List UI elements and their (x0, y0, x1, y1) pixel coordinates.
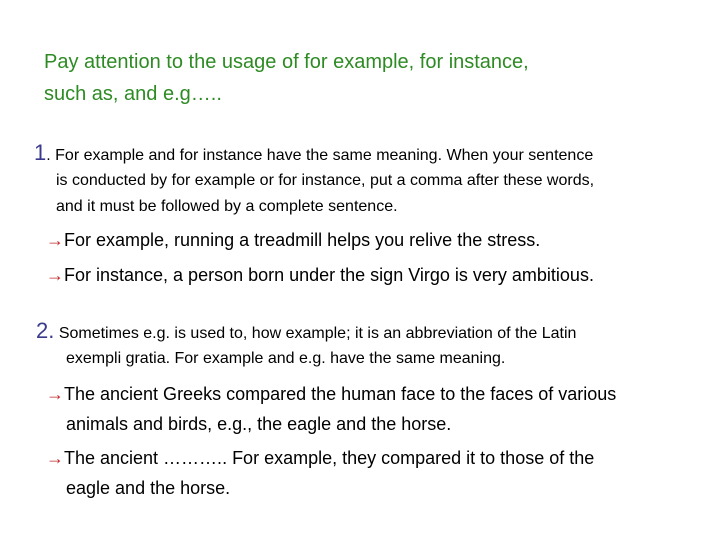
example-3-line-1 (46, 384, 616, 405)
point-1-text-line-3: and it must be followed by a complete sentence. (56, 198, 398, 215)
slide-heading-line-1: Pay attention to the usage of for example, for instance, (44, 51, 529, 73)
arrow-right-icon: → (46, 265, 64, 285)
example-3-text-line-1: The ancient Greeks compared the human face to the faces of various (64, 384, 617, 404)
example-1-text: For example, running a treadmill helps you relive the stress. (64, 230, 541, 250)
point-1-number: 1 (34, 140, 47, 165)
point-2-first-line (36, 318, 576, 344)
arrow-right-icon: → (46, 384, 64, 404)
example-3-text-line-2: animals and birds, e.g., the eagle and the horse. (66, 414, 452, 434)
example-4-text-line-1: The ancient ……….. For example, they compared it to those of the (64, 448, 595, 468)
point-2-text-line-2: exempli gratia. For example and e.g. have the same meaning. (66, 350, 506, 367)
point-2-text-line-1: Sometimes e.g. is used to, how example; it is an abbreviation of the Latin (58, 325, 577, 342)
example-2-text: For instance, a person born under the sign Virgo is very ambitious. (64, 265, 594, 285)
example-4-line-1 (46, 448, 594, 469)
point-1-first-line (34, 140, 593, 166)
point-1-text-line-1: . For example and for instance have the same meaning. When your sentence (46, 147, 594, 164)
example-4-text-line-2: eagle and the horse. (66, 478, 231, 498)
point-1-text-line-2: is conducted by for example or for instance, put a comma after these words, (56, 172, 595, 189)
arrow-right-icon: → (46, 230, 64, 250)
point-2-number: 2. (36, 318, 55, 343)
arrow-right-icon: → (46, 448, 64, 468)
slide-heading-line-2: such as, and e.g….. (44, 83, 222, 105)
example-1 (46, 230, 540, 251)
example-2 (46, 265, 594, 286)
